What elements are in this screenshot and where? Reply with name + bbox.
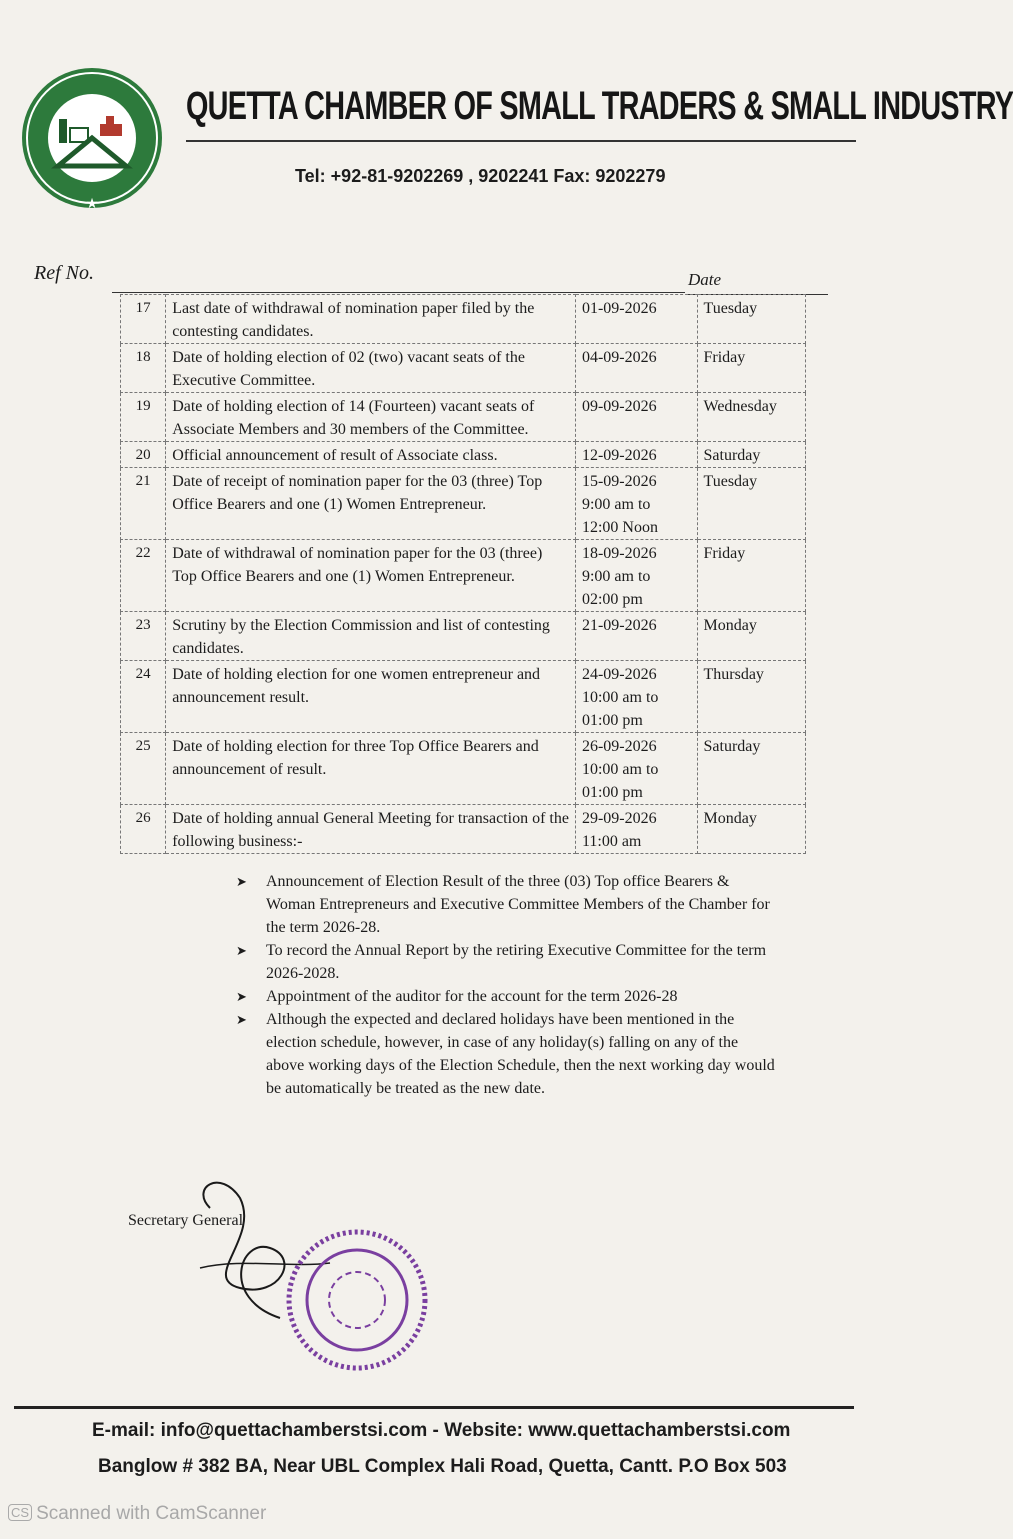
date-cell bbox=[575, 540, 697, 612]
date-time-line: 18-09-2026 bbox=[581, 545, 657, 562]
watermark-text: Scanned with CamScanner bbox=[36, 1503, 267, 1524]
list-item bbox=[236, 1008, 776, 1100]
serial-number-cell: 21 bbox=[121, 468, 166, 540]
day-cell: Saturday bbox=[697, 442, 806, 468]
title-underline bbox=[186, 140, 856, 142]
table-row bbox=[121, 540, 806, 612]
date-time-line: 29-09-2026 bbox=[581, 810, 657, 827]
table-row bbox=[121, 612, 806, 661]
list-item-text: To record the Annual Report by the retiring Executive Committee for the term 2026-2028. bbox=[266, 942, 767, 982]
serial-number-cell: 25 bbox=[121, 733, 166, 805]
description-cell: Date of holding election for three Top Office Bearers and announcement of result. bbox=[166, 733, 576, 805]
day-cell: Saturday bbox=[697, 733, 806, 805]
arrow-bullet-icon: ➤ bbox=[236, 1012, 247, 1027]
description-cell: Scrutiny by the Election Commission and list of contesting candidates. bbox=[166, 612, 576, 661]
arrow-bullet-icon: ➤ bbox=[236, 874, 247, 889]
table-row bbox=[121, 661, 806, 733]
day-cell: Monday bbox=[697, 612, 806, 661]
election-schedule-table bbox=[120, 294, 806, 854]
date-cell bbox=[575, 442, 697, 468]
table-row bbox=[121, 468, 806, 540]
footer-email-website: E-mail: info@quettachamberstsi.com - Website: www.quettachamberstsi.com bbox=[92, 1420, 791, 1441]
scanner-watermark bbox=[8, 1503, 266, 1525]
footer-address: Banglow # 382 BA, Near UBL Complex Hali Road, Quetta, Cantt. P.O Box 503 bbox=[98, 1456, 787, 1477]
day-cell: Friday bbox=[697, 344, 806, 393]
chamber-logo bbox=[18, 58, 168, 228]
day-cell: Tuesday bbox=[697, 295, 806, 344]
list-item bbox=[236, 985, 776, 1008]
table-row bbox=[121, 442, 806, 468]
day-cell: Thursday bbox=[697, 661, 806, 733]
arrow-bullet-icon: ➤ bbox=[236, 989, 247, 1004]
table-row bbox=[121, 344, 806, 393]
description-cell: Date of holding election of 02 (two) vacant seats of the Executive Committee. bbox=[166, 344, 576, 393]
date-cell bbox=[575, 661, 697, 733]
date-time-line: 9:00 am to bbox=[581, 496, 651, 513]
list-item-text: Although the expected and declared holidays have been mentioned in the election schedule, however, in case of any holiday(s) falling on any of the above working days of the Election Schedule, then the next working day would be automatically be treated as the new date. bbox=[266, 1011, 775, 1097]
date-cell bbox=[575, 295, 697, 344]
date-cell bbox=[575, 805, 697, 854]
date-time-line: 10:00 am to bbox=[581, 761, 659, 778]
serial-number-cell: 22 bbox=[121, 540, 166, 612]
day-cell: Tuesday bbox=[697, 468, 806, 540]
footer-divider bbox=[14, 1406, 854, 1409]
date-time-line: 15-09-2026 bbox=[581, 473, 657, 490]
list-item bbox=[236, 870, 776, 939]
date-time-line: 21-09-2026 bbox=[581, 617, 657, 634]
day-cell: Wednesday bbox=[697, 393, 806, 442]
logo-star-icon: ★ bbox=[85, 197, 99, 212]
serial-number-cell: 26 bbox=[121, 805, 166, 854]
contact-line: Tel: +92-81-9202269 , 9202241 Fax: 9202279 bbox=[295, 166, 666, 186]
date-label: Date bbox=[688, 270, 722, 289]
description-cell: Date of holding election for one women entrepreneur and announcement result. bbox=[166, 661, 576, 733]
date-cell bbox=[575, 468, 697, 540]
list-item-text: Appointment of the auditor for the account for the term 2026-28 bbox=[266, 988, 678, 1005]
ref-label: Ref No. bbox=[34, 262, 94, 284]
date-time-line: 04-09-2026 bbox=[581, 349, 657, 366]
camscanner-icon: CS bbox=[8, 1504, 32, 1521]
date-cell bbox=[575, 733, 697, 805]
date-cell bbox=[575, 612, 697, 661]
date-time-line: 01:00 pm bbox=[581, 712, 643, 729]
arrow-bullet-icon: ➤ bbox=[236, 943, 247, 958]
description-cell: Date of holding annual General Meeting for transaction of the following business:- bbox=[166, 805, 576, 854]
serial-number-cell: 18 bbox=[121, 344, 166, 393]
date-time-line: 11:00 am bbox=[581, 833, 642, 850]
schedule-body bbox=[121, 295, 806, 854]
official-seal-icon bbox=[282, 1205, 432, 1395]
description-cell: Official announcement of result of Associate class. bbox=[166, 442, 576, 468]
date-time-line: 01:00 pm bbox=[581, 784, 643, 801]
serial-number-cell: 19 bbox=[121, 393, 166, 442]
table-row bbox=[121, 393, 806, 442]
date-time-line: 12:00 Noon bbox=[581, 519, 658, 536]
description-cell: Date of withdrawal of nomination paper for the 03 (three) Top Office Bearers and one (1) Women Entrepreneur. bbox=[166, 540, 576, 612]
day-cell: Monday bbox=[697, 805, 806, 854]
organization-name: QUETTA CHAMBER OF SMALL TRADERS & SMALL INDUSTRY bbox=[186, 84, 1013, 128]
list-item-text: Announcement of Election Result of the three (03) Top office Bearers & Woman Entrepreneurs and Executive Committee Members of the Chamber for the term 2026-28. bbox=[266, 873, 770, 936]
list-item bbox=[236, 939, 776, 985]
ref-underline bbox=[112, 292, 685, 293]
business-list bbox=[236, 870, 776, 1100]
serial-number-cell: 20 bbox=[121, 442, 166, 468]
date-time-line: 09-09-2026 bbox=[581, 398, 657, 415]
table-row bbox=[121, 295, 806, 344]
table-row bbox=[121, 805, 806, 854]
date-time-line: 26-09-2026 bbox=[581, 738, 657, 755]
serial-number-cell: 17 bbox=[121, 295, 166, 344]
day-cell: Friday bbox=[697, 540, 806, 612]
date-time-line: 02:00 pm bbox=[581, 591, 643, 608]
table-row bbox=[121, 733, 806, 805]
date-time-line: 12-09-2026 bbox=[581, 447, 657, 464]
serial-number-cell: 23 bbox=[121, 612, 166, 661]
serial-number-cell: 24 bbox=[121, 661, 166, 733]
date-cell bbox=[575, 393, 697, 442]
description-cell: Date of holding election of 14 (Fourteen) vacant seats of Associate Members and 30 members of the Committee. bbox=[166, 393, 576, 442]
description-cell: Date of receipt of nomination paper for the 03 (three) Top Office Bearers and one (1) Women Entrepreneur. bbox=[166, 468, 576, 540]
signatory-title: Secretary General bbox=[128, 1212, 244, 1229]
date-time-line: 01-09-2026 bbox=[581, 300, 657, 317]
description-cell: Last date of withdrawal of nomination paper filed by the contesting candidates. bbox=[166, 295, 576, 344]
date-time-line: 9:00 am to bbox=[581, 568, 651, 585]
date-time-line: 24-09-2026 bbox=[581, 666, 657, 683]
date-time-line: 10:00 am to bbox=[581, 689, 659, 706]
date-cell bbox=[575, 344, 697, 393]
